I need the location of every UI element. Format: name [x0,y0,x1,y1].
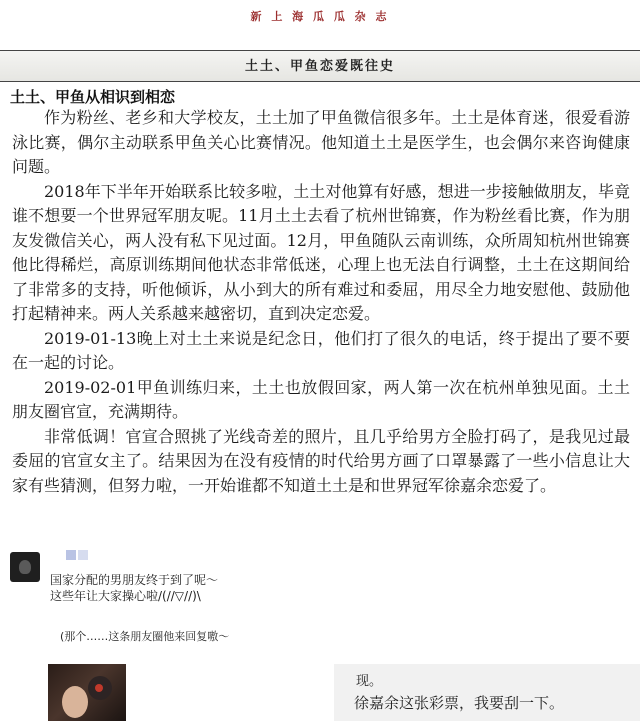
username-redaction [66,550,76,560]
moment-note: (那个……这条朋友圈他来回复嗷～ [60,630,230,643]
comment-line: 徐嘉余这张彩票，我要刮一下。 [354,694,565,712]
avatar-figure [19,560,31,574]
paragraph: 作为粉丝、老乡和大学校友，土土加了甲鱼微信很多年。土土是体育迷，很爱看游泳比赛，偶尔主动联系甲鱼关心比赛情况。他知道土土是医学生，也会偶尔来咨询健康问题。 [12,108,630,176]
sticker-detail [95,684,103,692]
photo-face [62,686,88,718]
masthead: 新 上 海 瓜 瓜 杂 志 [250,10,390,23]
banner-title: 土土、甲鱼恋爱既往史 [0,50,640,82]
moment-line: 国家分配的男朋友终于到了呢～ [50,573,219,587]
comment-panel [334,664,640,721]
paragraph: 2019-01-13晚上对土土来说是纪念日，他们打了很久的电话，终于提出了要不要在一起的讨论。 [12,328,630,372]
paragraph: 2019-02-01甲鱼训练归来，土土也放假回家，两人第一次在杭州单独见面。土土朋友圈官宣，充满期待。 [12,377,630,421]
comment-line: 现。 [356,674,383,689]
username-redaction [78,550,88,560]
screenshot-collage [0,540,640,721]
moment-line: 这些年让大家操心啦/(//▽//)\ [50,589,201,603]
paragraph: 2018年下半年开始联系比较多啦，土土对他算有好感，想进一步接触做朋友，毕竟谁不想要一个世界冠军朋友呢。11月土土去看了杭州世锦赛，作为粉丝看比赛，作为朋友发微信关心，两人没有私下见过面。12月，甲鱼随队云南训练，众所周知杭州世锦赛他比得稀烂，高原训练期间他状态非常低迷，心理上也无法自行调整，土土在这期间给了非常多的支持，听他倾诉，从小到大的所有难过和委屈，用尽全力地安慰他、鼓励他打起精神来。两人关系越来越密切，直到决定恋爱。 [12,181,630,323]
paragraph: 非常低调！官宣合照挑了光线奇差的照片，且几乎给男方全脸打码了，是我见过最委屈的官宣女主了。结果因为在没有疫情的时代给男方画了口罩暴露了一些小信息让大家有些猜测，但努力啦，一开始谁都不知道土土是和世界冠军徐嘉余恋爱了。 [12,426,630,495]
moment-post-text [50,572,218,604]
section-title: 土土、甲鱼从相识到相恋 [10,88,176,106]
article-body [12,106,630,498]
couple-photo [48,664,126,721]
avatar [10,552,40,582]
